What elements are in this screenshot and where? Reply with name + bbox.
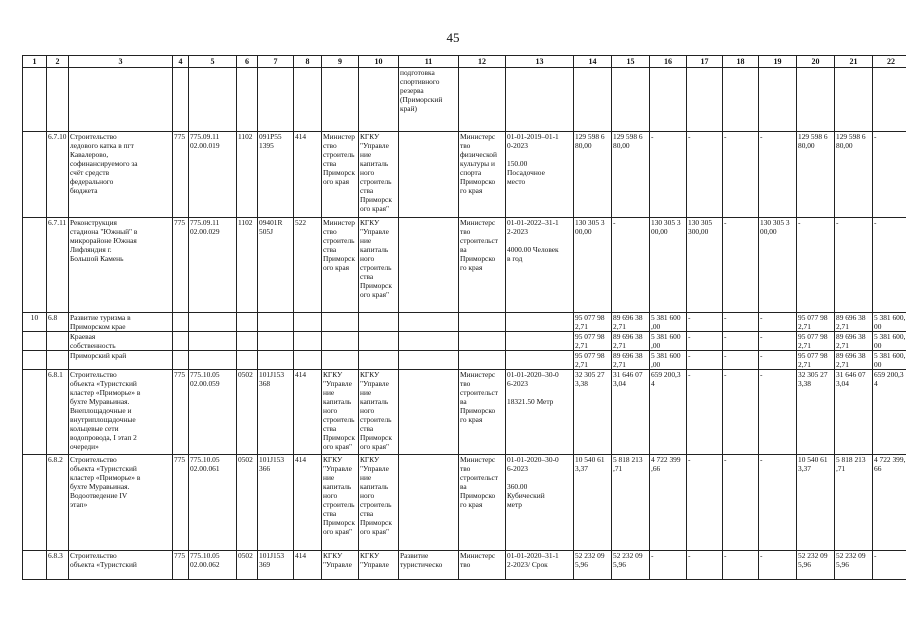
table-cell: 775.10.05 02.00.059 bbox=[189, 370, 237, 455]
table-cell: - bbox=[873, 218, 906, 313]
table-row bbox=[23, 218, 906, 313]
table-cell: 52 232 09 5,96 bbox=[835, 551, 873, 580]
header-cell: 2 bbox=[47, 56, 69, 68]
table-cell: Краевая собственность bbox=[69, 332, 173, 351]
table-cell bbox=[759, 68, 797, 132]
table-cell bbox=[506, 68, 574, 132]
header-cell: 18 bbox=[723, 56, 759, 68]
table-row bbox=[23, 332, 906, 351]
table-cell bbox=[399, 313, 459, 332]
table-cell: Министерс тво физической культуры и спорта Приморско го края bbox=[459, 132, 506, 218]
table-cell bbox=[23, 132, 47, 218]
table-cell: 09401R 505J bbox=[258, 218, 294, 313]
table-cell: Строительство объекта «Туристский кластер «Приморье» в бухте Муравьиная. Внеплощадочные и внутриплощадочные кольцевые сети водопровода, I этап 2 очереди» bbox=[69, 370, 173, 455]
table-cell: - bbox=[873, 132, 906, 218]
table-cell: КГКУ "Управле ние капиталь ного строитель ства Приморск ого края" bbox=[322, 370, 359, 455]
table-cell: 775 bbox=[173, 132, 189, 218]
table-cell: 89 696 38 2,71 bbox=[612, 332, 650, 351]
table-cell: 0502 bbox=[237, 370, 258, 455]
table-cell: - bbox=[723, 332, 759, 351]
table-cell bbox=[173, 68, 189, 132]
table-cell bbox=[47, 68, 69, 132]
table-cell: 129 598 6 80,00 bbox=[797, 132, 835, 218]
table-cell: 6.7.11 bbox=[47, 218, 69, 313]
table-cell: 89 696 38 2,71 bbox=[835, 351, 873, 370]
table-cell: 32 305 27 3,38 bbox=[574, 370, 612, 455]
table-cell: 775.09.11 02.00.029 bbox=[189, 218, 237, 313]
program-table bbox=[22, 55, 906, 580]
table-cell bbox=[23, 551, 47, 580]
header-cell: 13 bbox=[506, 56, 574, 68]
table-cell: 5 818 213 ,71 bbox=[612, 455, 650, 551]
table-cell: 130 305 3 00,00 bbox=[574, 218, 612, 313]
table-cell: 95 077 98 2,71 bbox=[797, 351, 835, 370]
table-cell bbox=[69, 68, 173, 132]
table-cell: - bbox=[723, 313, 759, 332]
table-cell bbox=[189, 313, 237, 332]
header-cell: 17 bbox=[687, 56, 723, 68]
table-cell bbox=[189, 351, 237, 370]
table-cell: 5 818 213 ,71 bbox=[835, 455, 873, 551]
table-cell: - bbox=[759, 351, 797, 370]
table-cell: 414 bbox=[294, 132, 322, 218]
table-cell: Развитие туризма в Приморском крае bbox=[69, 313, 173, 332]
table-cell: Министер ство строитель ства Приморск ого края bbox=[322, 218, 359, 313]
table-cell: КГКУ "Управле ние капиталь ного строитель ства Приморск ого края" bbox=[359, 455, 399, 551]
table-cell: 775.10.05 02.00.061 bbox=[189, 455, 237, 551]
table-cell: 52 232 09 5,96 bbox=[612, 551, 650, 580]
header-cell: 16 bbox=[650, 56, 687, 68]
table-cell: 5 381 600 ,00 bbox=[650, 313, 687, 332]
table-cell: 659 200,3 4 bbox=[873, 370, 906, 455]
header-cell: 12 bbox=[459, 56, 506, 68]
table-cell bbox=[294, 351, 322, 370]
table-cell: - bbox=[723, 370, 759, 455]
table-cell bbox=[258, 68, 294, 132]
table-cell: 1102 bbox=[237, 218, 258, 313]
table-cell: - bbox=[759, 332, 797, 351]
header-cell: 8 bbox=[294, 56, 322, 68]
table-cell: 5 381 600 ,00 bbox=[650, 351, 687, 370]
table-cell: 775 bbox=[173, 455, 189, 551]
table-cell: - bbox=[687, 351, 723, 370]
table-cell: 10 bbox=[23, 313, 47, 332]
table-cell bbox=[237, 332, 258, 351]
table-cell: - bbox=[759, 455, 797, 551]
header-cell: 20 bbox=[797, 56, 835, 68]
table-cell bbox=[399, 332, 459, 351]
table-cell: 52 232 09 5,96 bbox=[797, 551, 835, 580]
table-cell: 5 381 600, 00 bbox=[873, 351, 906, 370]
header-cell: 22 bbox=[873, 56, 906, 68]
header-cell: 3 bbox=[69, 56, 173, 68]
table-cell: 414 bbox=[294, 370, 322, 455]
table-cell: 130 305 300,00 bbox=[687, 218, 723, 313]
table-cell bbox=[612, 68, 650, 132]
table-cell bbox=[399, 218, 459, 313]
table-cell: - bbox=[687, 313, 723, 332]
table-cell bbox=[322, 313, 359, 332]
table-cell bbox=[399, 351, 459, 370]
table-cell bbox=[322, 351, 359, 370]
table-cell bbox=[258, 351, 294, 370]
table-cell: 95 077 98 2,71 bbox=[797, 332, 835, 351]
header-cell: 15 bbox=[612, 56, 650, 68]
table-cell bbox=[359, 313, 399, 332]
table-cell: 95 077 98 2,71 bbox=[574, 351, 612, 370]
table-cell: 4 722 399 ,66 bbox=[650, 455, 687, 551]
header-cell: 10 bbox=[359, 56, 399, 68]
table-cell bbox=[359, 68, 399, 132]
table-cell: Реконструкция стадиона "Южный" в микрорайоне Южная Лифляндия г. Большой Камень bbox=[69, 218, 173, 313]
table-cell: 10 540 61 3,37 bbox=[574, 455, 612, 551]
table-cell: 5 381 600, 00 bbox=[873, 313, 906, 332]
table-cell: Приморский край bbox=[69, 351, 173, 370]
table-cell bbox=[723, 68, 759, 132]
table-cell bbox=[650, 68, 687, 132]
header-cell: 14 bbox=[574, 56, 612, 68]
table-cell: 6.8.1 bbox=[47, 370, 69, 455]
table-cell: - bbox=[797, 218, 835, 313]
table-cell: 95 077 98 2,71 bbox=[574, 313, 612, 332]
table-cell: - bbox=[687, 332, 723, 351]
table-cell: КГКУ "Управле bbox=[359, 551, 399, 580]
table-cell: - bbox=[759, 132, 797, 218]
table-cell bbox=[506, 351, 574, 370]
table-cell bbox=[459, 68, 506, 132]
table-cell bbox=[294, 332, 322, 351]
table-cell: 414 bbox=[294, 455, 322, 551]
header-cell: 5 bbox=[189, 56, 237, 68]
table-cell: 130 305 3 00,00 bbox=[650, 218, 687, 313]
table-cell bbox=[23, 455, 47, 551]
table-cell: Министерс тво строительст ва Приморско го края bbox=[459, 455, 506, 551]
table-row bbox=[23, 313, 906, 332]
table-cell: - bbox=[687, 455, 723, 551]
table-cell bbox=[173, 313, 189, 332]
table-cell: Строительство объекта «Туристский кластер «Приморье» в бухте Муравьиная. Водоотведение IV этап» bbox=[69, 455, 173, 551]
table-cell bbox=[173, 351, 189, 370]
table-cell: 659 200,3 4 bbox=[650, 370, 687, 455]
table-cell: Строительство ледового катка в пгт Кавалерово, софинансируемого за счёт средств федерального бюджета bbox=[69, 132, 173, 218]
table-cell bbox=[797, 68, 835, 132]
table-cell: 101J153 366 bbox=[258, 455, 294, 551]
table-cell: 32 305 27 3,38 bbox=[797, 370, 835, 455]
table-cell bbox=[359, 332, 399, 351]
table-row bbox=[23, 132, 906, 218]
header-cell: 21 bbox=[835, 56, 873, 68]
table-cell: 01-01-2020–31-1 2-2023/ Срок bbox=[506, 551, 574, 580]
table-cell: Министер ство строитель ства Приморск ого края bbox=[322, 132, 359, 218]
table-cell: 89 696 38 2,71 bbox=[835, 313, 873, 332]
table-cell: 6.8.2 bbox=[47, 455, 69, 551]
table-cell: - bbox=[759, 551, 797, 580]
table-cell bbox=[459, 351, 506, 370]
header-cell: 9 bbox=[322, 56, 359, 68]
table-cell: 6.7.10 bbox=[47, 132, 69, 218]
table-cell bbox=[294, 68, 322, 132]
table-cell bbox=[237, 313, 258, 332]
table-cell: - bbox=[650, 132, 687, 218]
table-cell: 5 381 600, 00 bbox=[873, 332, 906, 351]
table-cell: 101J153 369 bbox=[258, 551, 294, 580]
header-cell: 6 bbox=[237, 56, 258, 68]
header-cell: 1 bbox=[23, 56, 47, 68]
table-cell: 775 bbox=[173, 551, 189, 580]
table-cell: - bbox=[723, 351, 759, 370]
table-cell bbox=[399, 370, 459, 455]
table-cell: 522 bbox=[294, 218, 322, 313]
table-cell bbox=[23, 351, 47, 370]
table-cell: подготовка спортивного резерва (Приморский край) bbox=[399, 68, 459, 132]
table-cell bbox=[23, 332, 47, 351]
header-cell: 19 bbox=[759, 56, 797, 68]
table-cell bbox=[359, 351, 399, 370]
table-cell bbox=[399, 455, 459, 551]
table-cell: - bbox=[723, 455, 759, 551]
table-cell: 1102 bbox=[237, 132, 258, 218]
table-cell: 775.10.05 02.00.062 bbox=[189, 551, 237, 580]
table-cell: - bbox=[835, 218, 873, 313]
table-cell: 129 598 6 80,00 bbox=[612, 132, 650, 218]
table-cell: 31 646 07 3,04 bbox=[612, 370, 650, 455]
table-cell: - bbox=[759, 313, 797, 332]
table-cell: 129 598 6 80,00 bbox=[574, 132, 612, 218]
table-cell bbox=[23, 68, 47, 132]
table-cell bbox=[687, 68, 723, 132]
table-cell: 775 bbox=[173, 218, 189, 313]
table-cell: 4 722 399, 66 bbox=[873, 455, 906, 551]
table-cell: 130 305 3 00,00 bbox=[759, 218, 797, 313]
table-cell: - bbox=[650, 551, 687, 580]
table-cell: 129 598 6 80,00 bbox=[835, 132, 873, 218]
table-cell: 6.8 bbox=[47, 313, 69, 332]
table-cell: Министерс тво строительст ва Приморско го края bbox=[459, 370, 506, 455]
header-cell: 11 bbox=[399, 56, 459, 68]
table-cell bbox=[506, 332, 574, 351]
table-cell: 95 077 98 2,71 bbox=[574, 332, 612, 351]
table-cell bbox=[322, 332, 359, 351]
table-cell bbox=[506, 313, 574, 332]
header-row bbox=[23, 56, 906, 68]
table-cell: - bbox=[612, 218, 650, 313]
table-cell: - bbox=[873, 551, 906, 580]
table-cell bbox=[399, 132, 459, 218]
table-cell: - bbox=[723, 551, 759, 580]
table-cell: КГКУ "Управле ние капиталь ного строитель ства Приморск ого края" bbox=[359, 218, 399, 313]
table-cell bbox=[173, 332, 189, 351]
table-cell: 5 381 600 ,00 bbox=[650, 332, 687, 351]
table-row bbox=[23, 455, 906, 551]
header-cell: 4 bbox=[173, 56, 189, 68]
table-cell: 6.8.3 bbox=[47, 551, 69, 580]
table-cell bbox=[23, 218, 47, 313]
table-cell bbox=[189, 68, 237, 132]
table-cell: КГКУ "Управле ние капиталь ного строитель ства Приморск ого края" bbox=[322, 455, 359, 551]
table-cell: - bbox=[759, 370, 797, 455]
table-cell: 0502 bbox=[237, 455, 258, 551]
table-cell bbox=[459, 332, 506, 351]
table-cell: КГКУ "Управле ние капиталь ного строитель ства Приморск ого края" bbox=[359, 370, 399, 455]
table-cell: - bbox=[723, 132, 759, 218]
table-cell: - bbox=[687, 370, 723, 455]
table-cell: - bbox=[723, 218, 759, 313]
table-cell: КГКУ "Управле ние капиталь ного строитель ства Приморск ого края" bbox=[359, 132, 399, 218]
page-number: 45 bbox=[446, 30, 460, 45]
table-cell bbox=[574, 68, 612, 132]
table-cell bbox=[322, 68, 359, 132]
table-cell bbox=[258, 313, 294, 332]
table-cell bbox=[294, 313, 322, 332]
table-cell bbox=[237, 68, 258, 132]
table-cell: 01-01-2022–31-1 2-2023 4000.00 Человек в год bbox=[506, 218, 574, 313]
table-cell bbox=[835, 68, 873, 132]
table-cell bbox=[23, 370, 47, 455]
table-cell bbox=[47, 351, 69, 370]
table-cell: 89 696 38 2,71 bbox=[612, 313, 650, 332]
table-cell bbox=[47, 332, 69, 351]
table-cell: 31 646 07 3,04 bbox=[835, 370, 873, 455]
table-cell: 775 bbox=[173, 370, 189, 455]
table-row bbox=[23, 68, 906, 132]
table-cell: Министерс тво bbox=[459, 551, 506, 580]
table-cell: 101J153 368 bbox=[258, 370, 294, 455]
table-cell: 95 077 98 2,71 bbox=[797, 313, 835, 332]
table-cell: КГКУ "Управле bbox=[322, 551, 359, 580]
table-cell: 0502 bbox=[237, 551, 258, 580]
table-cell: 091P55 1395 bbox=[258, 132, 294, 218]
table-cell: 10 540 61 3,37 bbox=[797, 455, 835, 551]
table-cell: 52 232 09 5,96 bbox=[574, 551, 612, 580]
table-cell: - bbox=[687, 551, 723, 580]
table-cell: 89 696 38 2,71 bbox=[835, 332, 873, 351]
table-row bbox=[23, 370, 906, 455]
table-cell: 414 bbox=[294, 551, 322, 580]
header-cell: 7 bbox=[258, 56, 294, 68]
table-cell bbox=[258, 332, 294, 351]
table-cell: - bbox=[687, 132, 723, 218]
table-cell bbox=[459, 313, 506, 332]
table-cell: Министерс тво строительст ва Приморско го края bbox=[459, 218, 506, 313]
table-cell: 01-01-2020–30-0 6-2023 18321.50 Метр bbox=[506, 370, 574, 455]
table-cell: Развитие туристическо bbox=[399, 551, 459, 580]
table-cell: 89 696 38 2,71 bbox=[612, 351, 650, 370]
table-cell: Строительство объекта «Туристский bbox=[69, 551, 173, 580]
table-cell: 775.09.11 02.00.019 bbox=[189, 132, 237, 218]
table-cell bbox=[189, 332, 237, 351]
table-cell bbox=[873, 68, 906, 132]
table-cell: 01-01-2020–30-0 6-2023 360.00 Кубический метр bbox=[506, 455, 574, 551]
table-cell: 01-01-2019–01-1 0-2023 150.00 Посадочное место bbox=[506, 132, 574, 218]
table-cell bbox=[237, 351, 258, 370]
table-row bbox=[23, 351, 906, 370]
table-row bbox=[23, 551, 906, 580]
